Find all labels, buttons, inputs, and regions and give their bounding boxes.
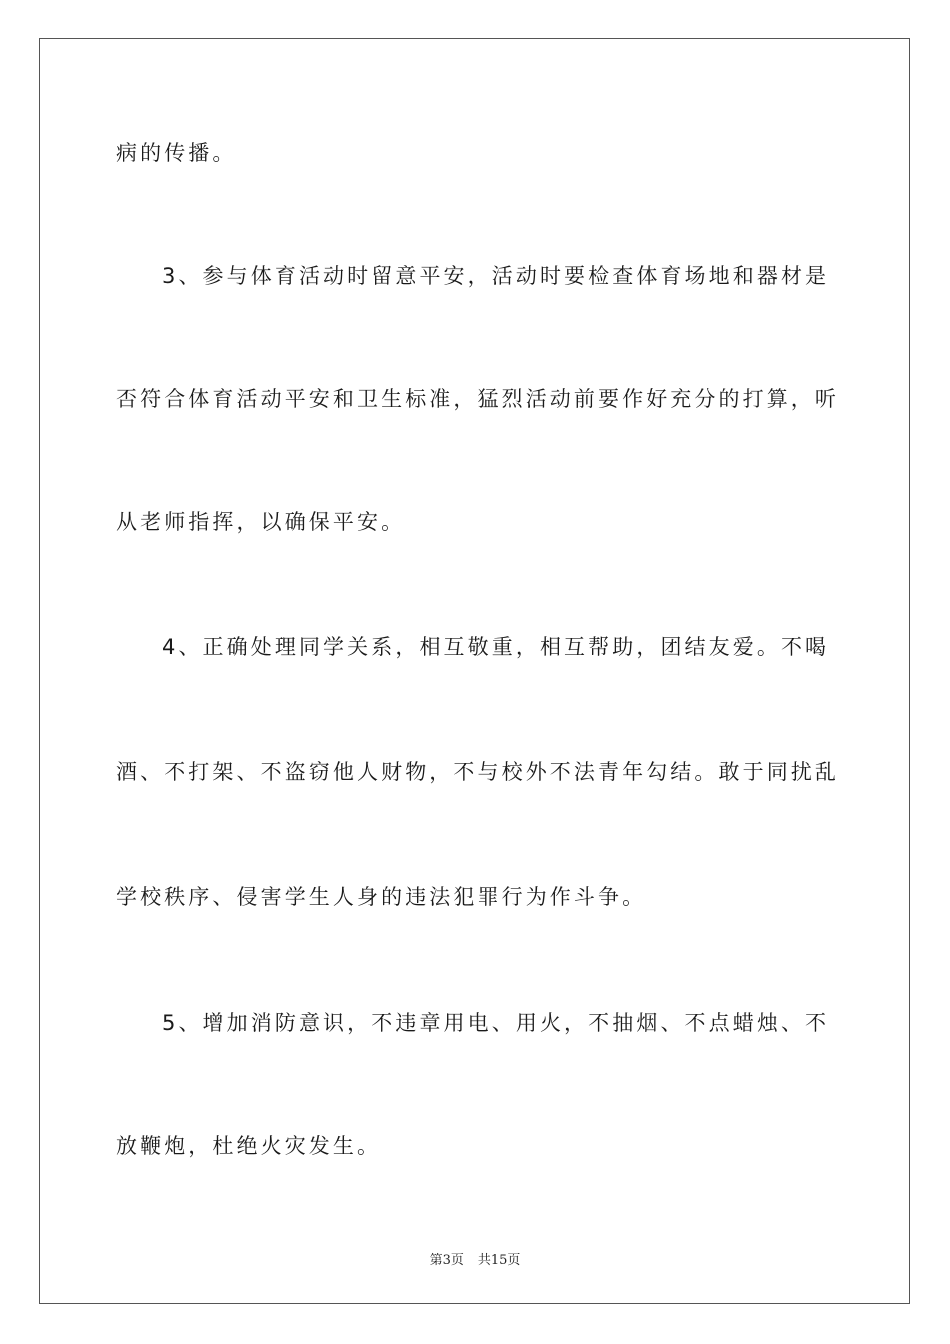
page-footer [0, 1249, 950, 1268]
page-total: 共15页 [477, 1253, 521, 1268]
paragraph-2-line-end: 病的传播。 [116, 141, 237, 165]
paragraph-4-line-3: 学校秩序、侵害学生人身的违法犯罪行为作斗争。 [116, 885, 647, 909]
paragraph-5-line-2: 放鞭炮，杜绝火灾发生。 [116, 1134, 382, 1158]
paragraph-5-line-1: 5、增加消防意识，不违章用电、用火，不抽烟、不点蜡烛、不 [162, 1011, 830, 1035]
paragraph-3-line-1: 3、参与体育活动时留意平安，活动时要检查体育场地和器材是 [162, 264, 830, 288]
page-border [39, 38, 910, 1304]
paragraph-3-line-3: 从老师指挥，以确保平安。 [116, 510, 406, 534]
paragraph-4-line-1: 4、正确处理同学关系，相互敬重，相互帮助，团结友爱。不喝 [162, 635, 830, 659]
page-number: 第3页 [429, 1253, 464, 1268]
paragraph-4-line-2: 酒、不打架、不盗窃他人财物，不与校外不法青年勾结。敢于同扰乱 [116, 760, 839, 784]
paragraph-3-line-2: 否符合体育活动平安和卫生标准，猛烈活动前要作好充分的打算，听 [116, 387, 839, 411]
